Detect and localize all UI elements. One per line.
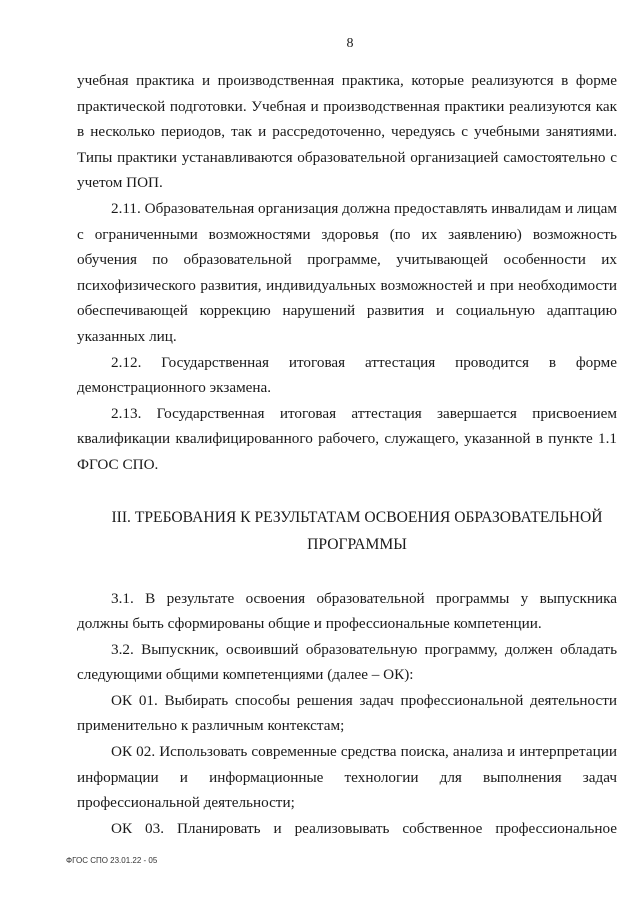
paragraph-2-11: 2.11. Образовательная организация должна предоставлять инвалидам и лицам с ограниченными возможностями здоровья (по их заявлению) возможность обучения по образовательной программе, учитывающей особенности их психофизического развития, индивидуальных возможностей и при необходимости обеспечивающей коррекцию нарушений развития и социальную адаптацию указанных лиц.	[77, 199, 617, 345]
paragraph-2-12: 2.12. Государственная итоговая аттестация проводится в форме демонстрационного экзамена.	[77, 353, 617, 397]
page-number: 8	[346, 36, 354, 51]
document-body	[77, 68, 617, 841]
competence-ok-03: ОК 03. Планировать и реализовывать собственное профессиональное	[111, 819, 617, 837]
section-title: III. ТРЕБОВАНИЯ К РЕЗУЛЬТАТАМ ОСВОЕНИЯ ОБРАЗОВАТЕЛЬНОЙ ПРОГРАММЫ	[111, 508, 603, 553]
competence-ok-01: ОК 01. Выбирать способы решения задач профессиональной деятельности применительно к различным контекстам;	[77, 691, 617, 735]
paragraph-practice-types: учебная практика и производственная практика, которые реализуются в форме практической подготовки. Учебная и производственная практики реализуются как в несколько периодов, так и рассредоточенно, чередуясь с учебными занятиями. Типы практики устанавливаются образовательной организацией самостоятельно с учетом ПОП.	[77, 72, 617, 192]
paragraph-3-1: 3.1. В результате освоения образовательной программы у выпускника должны быть сформированы общие и профессиональные компетенции.	[77, 589, 617, 633]
document-footer: ФГОС СПО 23.01.22 - 05	[66, 856, 158, 865]
paragraph-2-13: 2.13. Государственная итоговая аттестация завершается присвоением квалификации квалифицированного рабочего, служащего, указанной в пункте 1.1 ФГОС СПО.	[77, 404, 617, 473]
paragraph-3-2: 3.2. Выпускник, освоивший образовательную программу, должен обладать следующими общими компетенциями (далее – ОК):	[77, 640, 617, 684]
competence-ok-02: ОК 02. Использовать современные средства поиска, анализа и интерпретации информации и информационные технологии для выполнения задач профессиональной деятельности;	[77, 743, 617, 812]
